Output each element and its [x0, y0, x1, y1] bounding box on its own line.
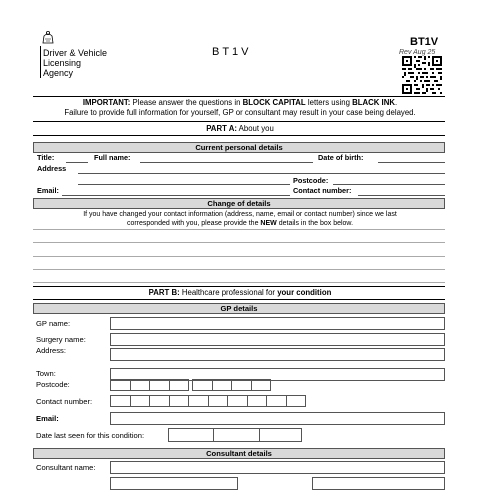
- phone-cell[interactable]: [266, 395, 287, 407]
- title-label: Title:: [37, 153, 55, 162]
- date-last-seen-year[interactable]: [259, 428, 302, 442]
- consultant-details-bar: Consultant details: [33, 448, 445, 459]
- change-details-line[interactable]: [33, 242, 445, 243]
- change-of-details-bar: Change of details: [33, 198, 445, 209]
- date-last-seen-label: Date last seen for this condition:: [36, 431, 145, 440]
- important-notice: [0, 98, 480, 107]
- date-last-seen-month[interactable]: [213, 428, 260, 442]
- agency-name-line1: Driver & Vehicle: [43, 48, 108, 58]
- phone-cell[interactable]: [286, 395, 307, 407]
- postcode-field[interactable]: [333, 184, 445, 185]
- qr-code-icon: [402, 56, 442, 94]
- address-field-2[interactable]: [78, 184, 290, 185]
- gp-contact-number-label: Contact number:: [36, 397, 93, 406]
- change-text-2b: NEW: [260, 220, 277, 227]
- section-rule: [33, 135, 445, 136]
- phone-cell[interactable]: [149, 395, 170, 407]
- revision-label: Rev Aug 25: [399, 49, 436, 56]
- gp-name-input[interactable]: [110, 317, 445, 330]
- surgery-name-label: Surgery name:: [36, 335, 86, 344]
- postcode-label: Postcode:: [293, 176, 329, 185]
- consultant-name-label: Consultant name:: [36, 463, 96, 472]
- gp-contact-number-cells[interactable]: [110, 395, 305, 407]
- current-personal-details-bar: Current personal details: [33, 142, 445, 153]
- gp-details-bar: GP details: [33, 303, 445, 314]
- full-name-label: Full name:: [94, 153, 131, 162]
- gp-town-label: Town:: [36, 369, 56, 378]
- phone-cell[interactable]: [227, 395, 248, 407]
- important-prefix: IMPORTANT:: [82, 98, 131, 107]
- postcode-cell[interactable]: [149, 379, 170, 391]
- change-text-2a: corresponded with you, please provide the: [126, 220, 261, 227]
- postcode-cell[interactable]: [212, 379, 233, 391]
- change-details-line[interactable]: [33, 269, 445, 270]
- section-rule: [33, 286, 445, 287]
- change-details-line[interactable]: [33, 282, 445, 283]
- phone-cell[interactable]: [208, 395, 229, 407]
- important-text-5: .: [394, 98, 398, 107]
- phone-cell[interactable]: [169, 395, 190, 407]
- postcode-cell[interactable]: [192, 379, 213, 391]
- gp-postcode-cells[interactable]: [110, 379, 270, 391]
- part-a-rest: About you: [236, 124, 274, 133]
- gp-address-label: Address:: [36, 346, 66, 355]
- important-line-2: Failure to provide full information for yourself, GP or consultant may result in your case being delayed.: [64, 108, 416, 117]
- section-rule: [33, 299, 445, 300]
- form-code-right: BT1V: [410, 36, 439, 48]
- email-field[interactable]: [62, 195, 290, 196]
- important-text-2: BLOCK CAPITAL: [242, 98, 306, 107]
- phone-cell[interactable]: [188, 395, 209, 407]
- date-last-seen-day[interactable]: [168, 428, 214, 442]
- phone-cell[interactable]: [130, 395, 151, 407]
- postcode-cell[interactable]: [169, 379, 190, 391]
- consultant-next-input-left[interactable]: [110, 477, 238, 490]
- address-label: Address: [37, 164, 67, 173]
- change-text-2: [0, 219, 480, 228]
- header-rule: [33, 96, 445, 97]
- dob-field[interactable]: [378, 162, 445, 163]
- surgery-name-input[interactable]: [110, 333, 445, 346]
- change-details-line[interactable]: [33, 229, 445, 230]
- important-text-1: Please answer the questions in: [130, 98, 243, 107]
- postcode-cell[interactable]: [231, 379, 252, 391]
- contact-number-field[interactable]: [358, 195, 445, 196]
- agency-name-line3: Agency: [43, 68, 74, 78]
- part-b-rest-2: your condition: [277, 288, 332, 297]
- agency-name-line2: Licensing: [43, 58, 82, 68]
- full-name-field[interactable]: [140, 162, 313, 163]
- postcode-cell[interactable]: [130, 379, 151, 391]
- part-a-label: PART A:: [206, 124, 237, 133]
- phone-cell[interactable]: [110, 395, 131, 407]
- consultant-next-input-right[interactable]: [312, 477, 445, 490]
- part-a-heading: [0, 124, 480, 133]
- part-b-heading: [0, 288, 480, 297]
- dob-label: Date of birth:: [318, 153, 364, 162]
- consultant-name-input[interactable]: [110, 461, 445, 474]
- gp-name-label: GP name:: [36, 319, 71, 328]
- part-b-label: PART B:: [148, 288, 180, 297]
- address-field-1[interactable]: [78, 173, 445, 174]
- postcode-cell[interactable]: [110, 379, 131, 391]
- title-field[interactable]: [66, 162, 88, 163]
- change-text-2c: details in the box below.: [276, 220, 354, 227]
- phone-cell[interactable]: [247, 395, 268, 407]
- gp-email-input[interactable]: [110, 412, 445, 425]
- royal-crest-icon: [40, 30, 56, 44]
- change-details-line[interactable]: [33, 256, 445, 257]
- part-b-rest-1: Healthcare professional for: [179, 288, 278, 297]
- gp-email-label: Email:: [36, 414, 59, 423]
- section-rule: [33, 121, 445, 122]
- change-text-1: If you have changed your contact information (address, name, email or contact number) since we last: [83, 211, 397, 218]
- contact-number-label: Contact number:: [293, 186, 352, 195]
- gp-postcode-label: Postcode:: [36, 380, 70, 389]
- email-label: Email:: [37, 186, 59, 195]
- postcode-cell[interactable]: [251, 379, 272, 391]
- important-text-3: letters using: [305, 98, 353, 107]
- agency-divider: [40, 46, 41, 78]
- form-code-center: BT1V: [212, 46, 252, 58]
- gp-address-input-1[interactable]: [110, 348, 445, 361]
- important-text-4: BLACK INK: [352, 98, 395, 107]
